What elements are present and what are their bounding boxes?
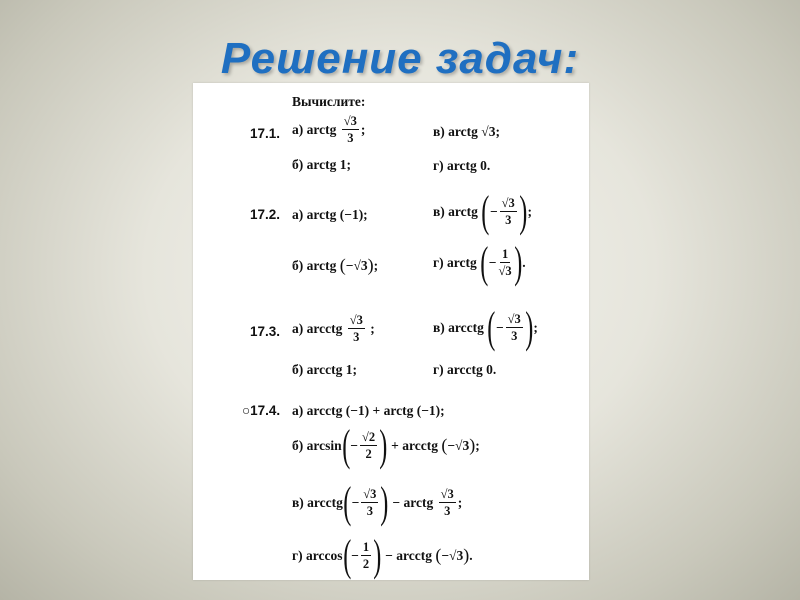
func-arcctg: arcctg: [307, 494, 343, 510]
numerator: √3: [349, 313, 363, 327]
sqrt3: √3: [455, 437, 470, 453]
denominator: 3: [366, 503, 373, 518]
numerator: 1: [362, 540, 370, 555]
minus: −: [351, 494, 360, 510]
func-arccos: arccos: [306, 547, 343, 563]
textbook-page: [193, 83, 589, 580]
func-arctg: arctg: [447, 254, 477, 270]
minus: −: [351, 547, 359, 563]
func-arctg: arctg: [448, 124, 478, 139]
func-arctg: arctg: [306, 157, 337, 172]
problem-number-17-4: ○17.4.: [242, 403, 281, 418]
value: (−1);: [339, 207, 368, 222]
func-arctg: arctg: [447, 158, 477, 173]
problem-17-2-a: [292, 207, 368, 223]
denominator: 3: [505, 212, 512, 227]
sqrt3: √3: [449, 547, 464, 563]
func-arcsin: arcsin: [306, 437, 342, 453]
plus: +: [391, 437, 399, 453]
label-a: а): [292, 320, 304, 336]
problem-17-2-g: г) arctg ( − $\frac{1}{√3}$ ) .: [433, 238, 526, 287]
problem-17-4-g: г) arccos ( − $\frac{1}{2}$ ) − arcctg ( − √3 ) .: [292, 531, 473, 580]
func-arcctg: arcctg: [447, 362, 483, 377]
func-arctg: arctg: [403, 494, 434, 510]
problem-17-2-v: в) arctg ( − $\frac{√3}{3}$ ) ;: [433, 187, 532, 236]
minus: −: [385, 547, 393, 563]
fraction-1-over-2: [361, 541, 371, 570]
problem-17-1-a: а) arctg $\frac{√3}{3}$ ;: [292, 114, 366, 145]
func-arcctg: arcctg: [306, 320, 343, 336]
numerator: √2: [362, 430, 376, 445]
problem-number-17-1: 17.1.: [250, 126, 281, 141]
func-arctg: arctg: [306, 121, 337, 137]
numerator: 1: [501, 247, 509, 262]
minus: −: [441, 547, 450, 563]
sqrt3: √3: [481, 124, 496, 139]
problem-17-1-g: [433, 158, 490, 174]
fraction-sqrt3-over-3: [361, 488, 378, 517]
func-arcctg: arcctg: [306, 362, 343, 377]
problem-17-1-v: в) arctg √3 ;: [433, 124, 500, 139]
label-g: г): [433, 254, 444, 270]
problem-number-17-2: 17.2.: [250, 207, 281, 222]
label-g: г): [433, 362, 444, 377]
denominator: 3: [347, 130, 354, 145]
value: 0.: [486, 362, 497, 377]
minus: −: [447, 437, 456, 453]
label-b: б): [292, 437, 304, 453]
fraction-sqrt3-over-3: [500, 197, 517, 226]
func-arctg: arctg: [306, 207, 337, 222]
func-arctg: arctg: [448, 203, 478, 219]
fraction-sqrt2-over-2: [360, 431, 377, 460]
problem-17-3-b: [292, 362, 357, 378]
label-a: а): [292, 121, 304, 137]
problem-17-4-v: в) arcctg ( − $\frac{√3}{3}$ ) − arctg $\frac{√3}{3}$ ;: [292, 478, 463, 527]
minus: −: [350, 437, 358, 453]
minus: −: [392, 494, 401, 510]
label-v: в): [433, 124, 445, 139]
numerator: √3: [501, 196, 515, 211]
value: 1;: [339, 157, 351, 172]
numerator: √3: [363, 487, 377, 502]
label-v: в): [433, 319, 445, 335]
func-arcctg: arcctg: [396, 547, 432, 563]
func-arctg: arctg: [306, 257, 337, 273]
label-a: а): [292, 207, 304, 222]
slide-title: Решение задач:: [220, 34, 580, 83]
problem-17-2-b: б) arctg ( − √3 ) ;: [292, 255, 379, 275]
expression: arcctg (−1) + arctg (−1);: [306, 403, 445, 418]
label-b: б): [292, 157, 304, 172]
fraction-sqrt3-over-3: [348, 314, 365, 343]
denominator: 3: [511, 328, 518, 343]
minus: −: [488, 254, 497, 270]
problem-17-1-b: [292, 157, 351, 173]
func-arcctg: arcctg: [402, 437, 438, 453]
denominator: 3: [353, 329, 360, 344]
fraction-1-over-sqrt3: [499, 248, 512, 277]
problem-17-3-g: [433, 362, 496, 378]
sqrt3: √3: [353, 257, 368, 273]
minus: −: [345, 257, 354, 273]
denominator: 2: [362, 556, 370, 571]
problem-17-4-b: б) arcsin ( − $\frac{√2}{2}$ ) + arcctg ( − √3 ) ;: [292, 421, 480, 470]
label-b: б): [292, 257, 304, 273]
func-arcctg: arcctg: [448, 319, 484, 335]
label-g: г): [433, 158, 444, 173]
minus: −: [495, 319, 504, 335]
problem-17-3-v: в) arcctg ( − $\frac{√3}{3}$ ) ;: [433, 303, 538, 352]
numerator: √3: [440, 487, 454, 502]
problem-17-4-a: [292, 403, 445, 419]
denominator: √3: [498, 263, 512, 278]
denominator: 2: [365, 446, 372, 461]
minus: −: [489, 203, 498, 219]
problem-number-17-3: 17.3.: [250, 324, 281, 339]
label-v: в): [433, 203, 445, 219]
fraction-sqrt3-over-3: [506, 313, 523, 342]
numerator: √3: [343, 114, 357, 128]
label-a: а): [292, 403, 304, 418]
label-v: в): [292, 494, 304, 510]
value: 1;: [345, 362, 357, 377]
value: 0.: [480, 158, 491, 173]
fraction-sqrt3-over-3: [439, 488, 456, 517]
label-b: б): [292, 362, 304, 377]
fraction-sqrt3-over-3: [342, 115, 359, 144]
task-heading: Вычислите:: [292, 94, 366, 109]
problem-17-3-a: а) arcctg $\frac{√3}{3}$ ;: [292, 313, 375, 344]
numerator: √3: [507, 312, 521, 327]
label-g: г): [292, 547, 303, 563]
denominator: 3: [444, 503, 451, 518]
